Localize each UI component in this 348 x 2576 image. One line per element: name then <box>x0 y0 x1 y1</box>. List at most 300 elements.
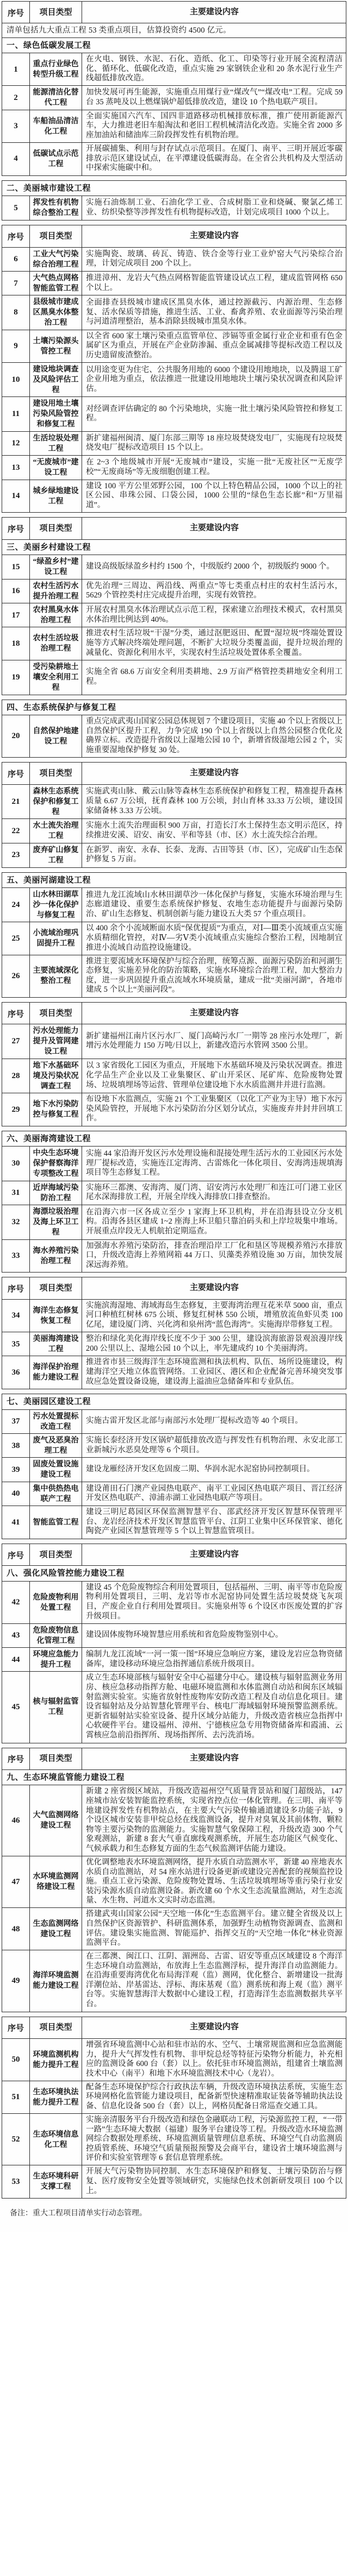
project-category-text: 危险废物信息化管理工程 <box>33 1626 79 1645</box>
project-category-text: 危险废物利用处置工程 <box>33 1593 79 1612</box>
section-title <box>2 540 346 555</box>
project-category-text: 废气及恶臭治理工程 <box>33 1437 79 1455</box>
project-category-text: 水土流失治理工程 <box>33 822 79 841</box>
project-content <box>82 1785 346 1856</box>
project-content-text: 全面排查县级城市建成区黑臭水体，通过控源截污、内源治理、生态修复、活水保质等措施，推进生活、工业、畜禽养殖、农业面源等污染治理与河道清理整治，基本消除县级城市黑臭水体。 <box>86 298 343 326</box>
project-category-text: 低碳试点示范工程 <box>33 149 79 168</box>
project-no-text: 31 <box>11 1188 20 1198</box>
project-no <box>2 888 29 922</box>
project-content-text: 对经调查评估确定的 80 个污染地块，实施一批土壤污染风险管控和修复工程。 <box>86 404 343 423</box>
project-category <box>29 1024 82 1059</box>
project-content-text: 推进省市县三级海洋生态环境监测和执法机构、队伍、场所设施建设，构建海洋空天地立体监管网络。工业园区、港区和企业配备完善环境突发事故应急处置设备设施，建设海上溢油应急储备库和专业队伍。 <box>86 1358 343 1386</box>
project-no <box>2 1856 29 1908</box>
header-col-category-text: 项目类型 <box>39 524 72 533</box>
project-content-text: 在三都澳、闽江口、江阴、湄洲岛、古雷、诏安等重点区域建设 8 个海洋生态环境自动监测站，布放海上生态监测浮标，提升海洋自动监测能力。在沿海重要海湾优化布局海洋观（监）测网，优化整合、新增建设一批海洋潮位站、岸基雷达、浮标、海床基观（监）测系统和海上观（监）测平台等。实施智慧海洋大数据中心建设工程，打造海洋生态监测数据共享平台。 <box>86 1952 343 2009</box>
project-content-text: 推进主要流域水环境保护与综合治理，统筹点源、面源污染防治和河湖生态修复，实施差异化的防治策略，实施水环境综合治理工程，加大整治力度，进一步巩固提升重点流域水环境质量，建成一批“美丽河湖”，各地市建成 5 个以上“美丽河段”。 <box>86 956 343 994</box>
project-no <box>2 1648 29 1672</box>
project-content <box>82 819 346 843</box>
project-no-text: 12 <box>11 439 20 448</box>
project-content <box>82 53 346 86</box>
project-category <box>29 1332 82 1356</box>
project-no <box>2 627 29 660</box>
project-category <box>29 2165 82 2198</box>
project-content <box>82 1856 346 1908</box>
header-col-category-text: 项目类型 <box>39 1009 72 1018</box>
project-category <box>29 1648 82 1672</box>
project-content-text: 实施水土流失治理面积 900 万亩，打造长汀水土保持生态文明示范区，持续推进安溪、诏安、南安、平和等县（市、区）水土流失综合治理。 <box>86 821 343 840</box>
project-row <box>2 2165 346 2199</box>
project-category-text: 中央生态环境保护督察海洋专项整改工程 <box>33 1149 79 1179</box>
project-no-text: 16 <box>11 587 20 596</box>
project-content-text: 成立生态环境部核与辐射安全中心福建分中心。建设核与辐射监测业务用房、核应急移动指挥方舱、电磁环境监测和水体监测自动站和闽东区域辐射监测实验室。实施省放射性废物库安防改造工程及自动信息化项目。建设省辐射站及分站智慧化管理平台、核电厂海域辐射环境预警监测系统。更新省辐射站实验室设备、提升区域分站能力，升级改造省核应急指挥中心软硬件平台。建设福州、漳州、宁德核应急专用物资储备库和霞浦、云霄核应急前沿指挥所、现场指挥所、去污洗消场。 <box>86 1673 343 1740</box>
project-no-text: 24 <box>11 900 20 910</box>
project-category <box>29 715 82 757</box>
project-content-text: 在 2~3 个地级城市开展“无废城市”建设，实施一批“无废社区”“无废学校”“无废商场”等无废细胞创建工程。 <box>86 458 343 476</box>
project-content-text: 编制九龙江流域“一河一策一图”环境应急响应方案，建设龙岩应急物资储备库，建设移动环境应急指挥通信系统升级项目。 <box>86 1649 343 1668</box>
project-content <box>82 2081 346 2114</box>
project-category-text: 农村生活垃圾治理工程 <box>33 634 79 653</box>
project-content-text: 重点完成武夷山国家公园总体规划 7 个建设项目，实施 40 个以上省级以上自然保护区提升工程，力争完成 190 个以上省级以上自然公园整合优化及确界立标。改造提升省级以上湿地公园 10 个，新增省级湿地公园 2 个，实施重要湿地保护修复 30 处。 <box>86 717 343 754</box>
header-col-content-text: 主要建设内容 <box>189 7 239 16</box>
project-no <box>2 843 29 867</box>
project-category-text: 海水养殖污染治理工程 <box>33 1246 79 1265</box>
project-content <box>82 955 346 997</box>
project-category-text: 能源清洁化替代工程 <box>33 89 79 108</box>
project-content-text: 在新罗、南安、永春、长泰、龙海、古田等县（市、区），完成矿山生态保护修复 5 万亩。 <box>86 845 343 864</box>
project-content <box>82 143 346 175</box>
header-col-no-text: 序号 <box>7 232 24 242</box>
project-category <box>29 819 82 843</box>
project-category <box>29 1582 82 1623</box>
project-row <box>2 922 346 955</box>
project-no <box>2 1205 29 1239</box>
project-content <box>82 397 346 431</box>
project-content-text: 实施 44 家沿海开发区污水处理设施和混接处理生活污水的工业园区污水处理厂提标改造，实施连江定海湾、古雷炼化一体化项目、安海湾违规填海项目等生态修复工程。 <box>86 1149 343 1177</box>
project-category-text: 大气监测网络建设工程 <box>33 1811 79 1830</box>
project-no-text: 15 <box>11 562 20 571</box>
project-content <box>82 1950 346 2012</box>
project-no-text: 23 <box>11 851 20 860</box>
project-no-text: 1 <box>14 65 18 74</box>
project-category <box>29 110 82 143</box>
project-row <box>2 142 346 176</box>
header-col-no <box>2 225 29 247</box>
project-content <box>82 1093 346 1126</box>
project-row <box>2 1457 346 1482</box>
project-row <box>2 196 346 221</box>
project-content-text: 实施武夷山脉、戴云山脉等森林生态系统保护和修复工程，精准提升森林质量 6.67 万公顷，抚育森林 100 万公顷，封山育林 33.33 万公顷，建设国家储备林 3.33 万公顷。 <box>86 787 343 815</box>
project-category-text: 水环境监测网络建设工程 <box>33 1873 79 1892</box>
project-row <box>2 480 346 513</box>
section-row <box>2 1565 346 1582</box>
project-content-text: 在火电、钢铁、水泥、石化、造纸、化工、印染等行业开展全流程清洁化、循环化、低碳化改造，重点实施 29 家钢铁企业和 20 条水泥行业生产线超低排放改造。 <box>86 55 343 83</box>
project-no <box>2 272 29 295</box>
table-header-row <box>2 2017 346 2039</box>
project-category <box>29 1506 82 1539</box>
header-col-content-text: 主要建设内容 <box>189 524 239 533</box>
header-col-content <box>82 1544 346 1566</box>
project-content-text: 实施亲清服务平台升级改造和绿色金融联动工程，污染源监控工程，“一带一路”生态环境大数据（福建）服务平台建设等工程。升级改造水环境监测网综合数据处理系统、环境监测质量管理信息系统、环境空气自动监测质控质管系统、环境空气质量预报预警及会商平台，建设省土壤环境监测与评价和实验室管理等 6 套信息管理系统。 <box>86 2115 343 2163</box>
project-no <box>2 363 29 397</box>
project-category-text: 自然保护地建设工程 <box>33 727 79 746</box>
project-category <box>29 1434 82 1458</box>
section-title-text: 五、美丽河湖建设工程 <box>7 876 91 885</box>
section-row <box>2 180 346 197</box>
section-title-text: 三、美丽乡村建设工程 <box>7 543 91 552</box>
project-no <box>2 1950 29 2012</box>
project-content <box>82 1582 346 1623</box>
project-category-text: 环境监测机构能力提升工程 <box>33 2050 79 2069</box>
project-row <box>2 660 346 695</box>
projects-table <box>2 1 346 2199</box>
header-col-no <box>2 763 29 784</box>
section-title-text: 六、美丽海湾建设工程 <box>7 1135 91 1143</box>
project-no-text: 42 <box>11 1598 20 1607</box>
project-no <box>2 248 29 272</box>
project-row <box>2 2038 346 2081</box>
project-content-text: 加强海水养殖污染防治，排查治理沿岸工厂化和垦区等规模养殖污水排放口，升级改造海上养殖网箱 44 万口、贝藻类养殖设施 30 万亩，加快发展深远海养殖。 <box>86 1241 343 1269</box>
table-header-row <box>2 1002 346 1025</box>
project-row <box>2 887 346 923</box>
project-category <box>29 580 82 603</box>
project-no <box>2 110 29 143</box>
project-row <box>2 53 346 86</box>
project-content-text: 实施古雷开发区北部与南部污水处理厂提标改造等 40 个项目。 <box>86 1416 303 1426</box>
project-no <box>2 580 29 603</box>
project-row <box>2 1239 346 1273</box>
project-row <box>2 715 346 758</box>
project-content-text: 整治和绿化美化海岸线长度不少于 300 公里，建设滨海旅游景观浪漫岸线 200 公里以上、湿地公园 10 个以上，率先建成约 10 个美丽海湾。 <box>86 1334 343 1353</box>
project-row <box>2 843 346 868</box>
header-col-content-text: 主要建设内容 <box>189 1283 239 1293</box>
project-content-text: 搭建武夷山国家公园“天空地一体化”生态监测平台。建立健全省级及以上自然保护区资源管护、科研监测体系，加强野生动植物资源调查、监测和评估。建设集实施监测、智能巡护、指挥交互的“天空地一体化”林业资源监测平台。 <box>86 1910 343 1948</box>
project-category-text: 海洋环境监测能力建设工程 <box>33 1972 79 1991</box>
project-row <box>2 1146 346 1181</box>
project-category <box>29 330 82 363</box>
project-no-text: 13 <box>11 463 20 472</box>
header-col-category-text: 项目类型 <box>39 1283 72 1293</box>
section-title-text: 八、强化风险管控能力建设工程 <box>7 1569 125 1578</box>
section-row <box>2 1131 346 1147</box>
project-no-text: 30 <box>11 1159 20 1168</box>
project-content-text: 推进农村生活垃圾“干湿”分类，通过沤肥返田、配置“湿垃圾”终端处置设施等方式解决终端处理问题，不断扩大垃圾分类覆盖面，提升垃圾治理的减量化、资源化利用水平，实现农村生活垃圾处置体系全覆盖。 <box>86 629 343 657</box>
header-col-no-text: 序号 <box>7 770 24 779</box>
intro-text <box>2 23 346 37</box>
project-content-text: 以全省 600 家土壤污染重点监管单位、涉镉等重金属行业企业和重有色金属矿区为重点，开展在产企业防渗漏、重点金属减排等提标改造工程以及历史遗留废渣整治。 <box>86 331 343 360</box>
project-category-text: 山水林田湖草沙一体化保护与修复工程 <box>33 891 79 920</box>
project-category <box>29 456 82 480</box>
project-category-text: “绿盈乡村”建设工程 <box>33 558 79 577</box>
header-col-content <box>82 225 346 247</box>
project-content <box>82 922 346 955</box>
section-title <box>2 873 346 888</box>
project-no-text: 33 <box>11 1251 20 1261</box>
project-content-text: 新扩建福州闽清、厦门东部三期等 18 座垃圾焚烧发电厂，实施现有垃圾焚烧发电厂提标改造项目 15 个以上。 <box>86 433 343 452</box>
project-row <box>2 2113 346 2166</box>
header-col-content <box>82 518 346 539</box>
project-category-text: 核与辐射监管工程 <box>33 1698 79 1717</box>
header-col-no-text: 序号 <box>7 525 24 534</box>
project-no-text: 14 <box>11 492 20 501</box>
project-category <box>29 480 82 513</box>
project-row <box>2 271 346 296</box>
project-content <box>82 86 346 110</box>
project-no-text: 25 <box>11 934 20 943</box>
project-no-text: 7 <box>14 279 18 288</box>
project-category <box>29 143 82 175</box>
project-content <box>82 2114 346 2165</box>
project-row <box>2 1856 346 1909</box>
header-col-no <box>2 2017 29 2039</box>
project-content <box>82 330 346 363</box>
project-content <box>82 785 346 819</box>
project-content-text: 实施陶瓷、玻璃、砖瓦、铸造、铁合金等行业工业炉窑大气污染综合治理，计划完成项目 200 个以上。 <box>86 249 343 268</box>
project-no-text: 2 <box>14 93 18 102</box>
project-category <box>29 1181 82 1205</box>
table-header-row <box>2 762 346 785</box>
header-col-category-text: 项目类型 <box>39 231 72 241</box>
project-category <box>29 363 82 397</box>
project-no-text: 26 <box>11 971 20 980</box>
project-category <box>29 1410 82 1434</box>
project-row <box>2 85 346 110</box>
header-col-content-text: 主要建设内容 <box>189 231 239 240</box>
project-no <box>2 555 29 579</box>
project-no-text: 36 <box>11 1368 20 1377</box>
project-content <box>82 1908 346 1950</box>
project-no-text: 20 <box>11 732 20 741</box>
section-title-text: 九、生态环境监管能力建设工程 <box>7 1773 125 1782</box>
project-category <box>29 843 82 867</box>
project-category-text: 城乡绿地建设工程 <box>33 487 79 506</box>
project-no-text: 29 <box>11 1105 20 1114</box>
header-col-category-text: 项目类型 <box>39 1550 72 1559</box>
project-content-text: 开展碳捕集、利用与封存试点示范项目。在厦门、南平、三明开展近零碳排放示范区建设试点，在平潭建设低碳海岛。在全省公共机构及大型活动中探索实施碳中和。 <box>86 144 343 173</box>
project-no-text: 5 <box>14 203 18 212</box>
project-no-text: 10 <box>11 375 20 384</box>
project-category-text: 污水处理能力提升及管网建设工程 <box>33 1027 79 1056</box>
project-category <box>29 1908 82 1950</box>
section-row <box>2 1394 346 1410</box>
project-category-text: 生态环境执法能力提升工程 <box>33 2088 79 2107</box>
project-row <box>2 1581 346 1624</box>
project-content-text: 以 400 余个小流域断面水质“保优提质”为重点，对Ⅰ—Ⅲ类小流域重点实施水质精细化管控，对Ⅳ—劣Ⅴ类小流域重点实施综合整治工程，因地制宜推进小流域自动监控设施建设。 <box>86 924 343 952</box>
project-row <box>2 955 346 998</box>
project-content <box>82 1024 346 1059</box>
project-row <box>2 1907 346 1950</box>
project-no-text: 22 <box>11 826 20 835</box>
project-category-text: 森林生态系统保护和修复工程 <box>33 787 79 816</box>
project-category-text: 受污染耕地土壤安全利用工程 <box>33 663 79 692</box>
project-no <box>2 1785 29 1856</box>
project-row <box>2 1356 346 1389</box>
project-content <box>82 456 346 480</box>
header-col-no <box>2 1003 29 1024</box>
project-no <box>2 922 29 955</box>
project-row <box>2 110 346 143</box>
project-content-text: 在沿海六市一区各成立至少 1 家海上环卫机构，并在沿海县设立分支机构。沿海各县区建成 1~2 座海上环卫船只靠泊码头和上岸垃圾集中堆场。开展重点岸段无人机航拍定期巡查。 <box>86 1207 343 1236</box>
project-content <box>82 1300 346 1332</box>
project-no-text: 45 <box>11 1702 20 1711</box>
project-row <box>2 1024 346 1059</box>
section-title-text: 七、美丽园区建设工程 <box>7 1397 91 1407</box>
project-no-text: 3 <box>14 122 18 131</box>
header-col-no-text: 序号 <box>7 1755 24 1765</box>
project-category-text: 海漂垃圾治理及海上环卫工程 <box>33 1208 79 1237</box>
project-no-text: 17 <box>11 610 20 620</box>
project-no-text: 34 <box>11 1311 20 1320</box>
project-category-text: 挥发性有机物综合整治工程 <box>33 199 79 218</box>
project-category-text: 集中供热热电联产工程 <box>33 1484 79 1503</box>
project-category <box>29 53 82 86</box>
header-col-category <box>29 1544 82 1566</box>
project-content <box>82 603 346 627</box>
project-category <box>29 1147 82 1181</box>
project-no-text: 28 <box>11 1071 20 1080</box>
project-category-text: 大气热点网格智能监管工程 <box>33 274 79 293</box>
table-header-row <box>2 1544 346 1566</box>
table-header-row <box>2 1 346 24</box>
project-category <box>29 1059 82 1093</box>
project-no <box>2 1434 29 1458</box>
header-col-no-text: 序号 <box>7 9 24 18</box>
project-category <box>29 785 82 819</box>
header-col-category-text: 项目类型 <box>39 769 72 778</box>
project-content <box>82 1410 346 1434</box>
project-category-text: “无废城市”建设工程 <box>33 458 79 477</box>
project-category-text: 生态监测网络建设工程 <box>33 1920 79 1938</box>
project-content <box>82 480 346 513</box>
project-content-text: 新建 2 座省级区域站，升级改造福州空气质量背景站和厦门超级站，147 座城市站安装智能监控系统，实现省控点位一体化管理。在三明、南平等地建设挥发性有机物站点，在主要大气污染传输通道建设多功能子站，9 个设区城市安装非甲烷总烃在线监测设备，提升对臭氧及其前体物、颗粒物等主要污染物的监测能力。实施智慧气象保障工程，升级改造 300 个气象观测站，新建 8 套大气垂直廓线观测系统，开展生态功能区气候变化、气候承载力和生态修复方面的生态气候监测评估能力建设。 <box>86 1787 343 1853</box>
section-row <box>2 539 346 556</box>
project-content <box>82 888 346 922</box>
footnote: 备注：重大工程项目清单实行动态管理。 <box>10 2209 147 2218</box>
project-no <box>2 330 29 363</box>
table-header-row <box>2 1748 346 1771</box>
project-content <box>82 1205 346 1239</box>
project-row <box>2 627 346 660</box>
project-row <box>2 1205 346 1240</box>
project-category <box>29 2114 82 2165</box>
project-category <box>29 86 82 110</box>
project-category-text: 主要流域深化整治工程 <box>33 967 79 986</box>
project-no <box>2 1024 29 1059</box>
project-category-text: 建设地块调查及风险评估工程 <box>33 366 79 394</box>
project-row <box>2 1409 346 1434</box>
header-col-no <box>2 1748 29 1770</box>
project-category-text: 近岸海域污染防治工程 <box>33 1183 79 1202</box>
project-category <box>29 555 82 579</box>
header-col-category-text: 项目类型 <box>39 1754 72 1763</box>
header-col-no-text: 序号 <box>7 2024 24 2033</box>
header-col-no-text: 序号 <box>7 1010 24 1019</box>
project-no-text: 43 <box>11 1631 20 1640</box>
project-no <box>2 196 29 220</box>
project-no <box>2 2165 29 2198</box>
table-header-row <box>2 517 346 540</box>
project-no <box>2 1582 29 1623</box>
project-category-text: 美丽海湾建设工程 <box>33 1335 79 1353</box>
project-no-text: 47 <box>11 1877 20 1886</box>
project-category-text: 智能监管工程 <box>33 1518 79 1527</box>
project-category <box>29 603 82 627</box>
project-no-text: 46 <box>11 1816 20 1825</box>
project-row <box>2 555 346 580</box>
project-content <box>82 1624 346 1648</box>
project-no <box>2 456 29 480</box>
project-no <box>2 1506 29 1539</box>
section-title <box>2 38 346 53</box>
project-category <box>29 1856 82 1908</box>
header-col-category <box>29 2 82 23</box>
project-no <box>2 1908 29 1950</box>
project-content <box>82 432 346 456</box>
project-no <box>2 86 29 110</box>
project-content <box>82 715 346 757</box>
project-content-text: 建设龙雁经济开发区危固废二期、华润水泥水泥窑协同控制项目。 <box>86 1465 315 1474</box>
project-no <box>2 603 29 627</box>
project-no-text: 35 <box>11 1339 20 1349</box>
section-title <box>2 1394 346 1409</box>
project-row <box>2 295 346 330</box>
project-category <box>29 432 82 456</box>
project-content-text: 新扩建福州江南片区污水厂、厦门高崎污水厂一期等 28 座污水处理厂，新增污水处理能力 150 万吨/日以上，新建改造污水管网 3500 公里。 <box>86 1031 343 1050</box>
project-no-text: 37 <box>11 1417 20 1426</box>
table-header-row <box>2 1277 346 1300</box>
header-col-content-text: 主要建设内容 <box>189 1550 239 1559</box>
project-no <box>2 785 29 819</box>
header-col-content <box>82 2017 346 2039</box>
header-col-category <box>29 518 82 539</box>
project-category-text: 工业大气污染综合治理工程 <box>33 250 79 269</box>
header-col-content <box>82 763 346 784</box>
project-content-text: 以 3 家省级化工园区为重点，开展地下水基础环境及污染状况调查。推进化学品生产企业以及工业集聚区、矿山开采区、尾矿库、危险废物处置场、垃圾填埋场等运营、管理单位建设地下水水质监测井并进行监测。 <box>86 1061 343 1089</box>
project-category-text: 海洋生态修复恢复工程 <box>33 1306 79 1325</box>
project-no <box>2 819 29 843</box>
project-content-text: 增强省环境监测中心站和驻市站的水、空气、土壤常规监测和应急监测能力，提升大气挥发性有机物、非甲烷总烃等特征污染物分析能力，补充相应的监测设备 600 台（套）以上。依托驻市环境监测站，组建省土壤监测技术中心（南平）和地下水环境监测技术中心（龙岩）。 <box>86 2040 343 2078</box>
project-category <box>29 248 82 272</box>
project-content <box>82 272 346 295</box>
section-row <box>2 700 346 716</box>
project-no <box>2 1672 29 1742</box>
header-col-category <box>29 1277 82 1299</box>
project-no <box>2 1181 29 1205</box>
project-category <box>29 1356 82 1389</box>
project-content-text: 实施滨海湿地、海域海岛生态修复，主要海湾治理互花米草 5000 亩，重点河口种植红树林 675 公顷、修复红树林 550 公顷，增殖放流鱼虾贝类 100 亿尾，建设厦门湾、兴化湾和泉州湾“蓝色海湾”。实施海岸带修复工程。 <box>86 1301 343 1329</box>
section-title-text: 二、美丽城市建设工程 <box>7 184 91 193</box>
project-content <box>82 1648 346 1672</box>
project-content-text: 建设高级版绿盈乡村约 1500 个，中级版约 2000 个，初级版约 9000 个。 <box>86 562 334 571</box>
project-content <box>82 843 346 867</box>
project-content-text: 实施长泰经济开发区锅炉超低排放改造与挥发性有机物治理、永安北部工业新城污水恶臭处理等 6 个项目。 <box>86 1435 343 1454</box>
project-category-text: 农村生活污水提升治理工程 <box>33 582 79 601</box>
project-no <box>2 1240 29 1273</box>
project-no <box>2 715 29 757</box>
project-content-text: 配备生态环境保护综合行政执法车辆，升级改造环境执法系统，实施生态环境网格化监管能力建设项目，配备新型快速精准取证装备等辅助执法设备、信息化设备 500 台（套）以上，网格员配备日常巡查交通工具。 <box>86 2082 343 2111</box>
project-row <box>2 1950 346 2012</box>
project-category <box>29 1458 82 1482</box>
project-row <box>2 1093 346 1126</box>
project-content-text: 实施石油炼制工业、石油化学工业、合成树脂工业和烧碱、聚氯乙烯工业、纺织染整等涉挥发性有机物提标改造，计划完成项目 1000 个以上。 <box>86 198 343 217</box>
section-title <box>2 1131 346 1147</box>
project-category-text: 县级城市建成区黑臭水体整治工程 <box>33 298 79 327</box>
project-row <box>2 1433 346 1458</box>
project-content <box>82 110 346 143</box>
project-content <box>82 295 346 330</box>
project-no <box>2 955 29 997</box>
project-category <box>29 1624 82 1648</box>
project-content <box>82 248 346 272</box>
